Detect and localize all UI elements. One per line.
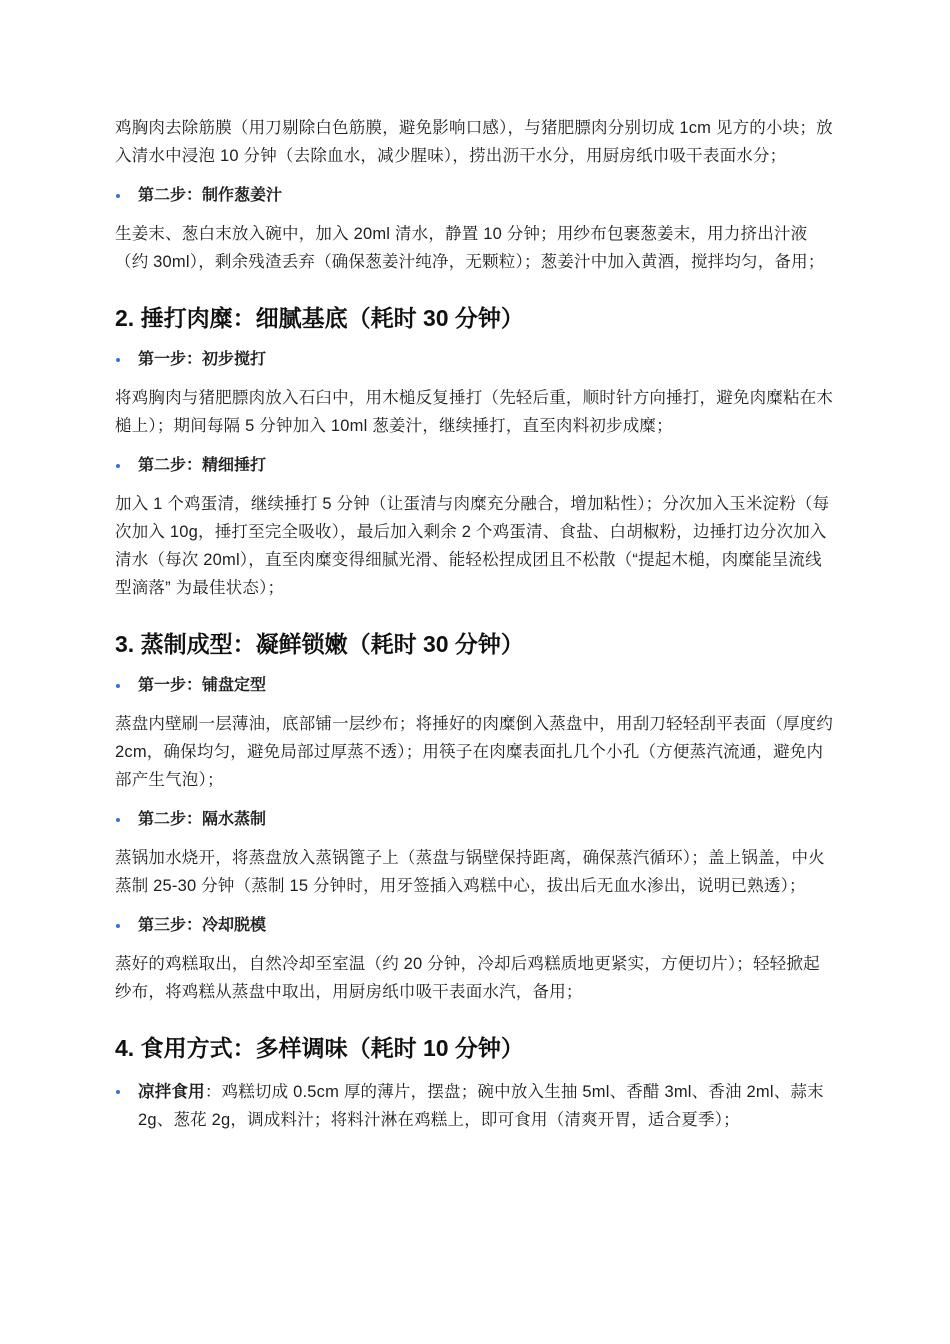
list-item-text: ：鸡糕切成 0.5cm 厚的薄片，摆盘；碗中放入生抽 5ml、香醋 3ml、香油 2ml、蒜末 2g、葱花 2g，调成料汁；将料汁淋在鸡糕上，即可食用（清爽开胃，适合夏季）； bbox=[138, 1083, 824, 1129]
section-title: 4. 食用方式：多样调味（耗时 10 分钟） bbox=[115, 1035, 524, 1061]
step-paragraph: 蒸锅加水烧开，将蒸盘放入蒸锅篦子上（蒸盘与锅壁保持距离，确保蒸汽循环）；盖上锅盖，中火蒸制 25-30 分钟（蒸制 15 分钟时，用牙签插入鸡糕中心，拔出后无血水渗出，说明已熟透）； bbox=[115, 849, 825, 895]
section-title: 2. 捶打肉糜：细腻基底（耗时 30 分钟） bbox=[115, 305, 524, 331]
step-paragraph: 加入 1 个鸡蛋清，继续捶打 5 分钟（让蛋清与肉糜充分融合，增加粘性）；分次加入玉米淀粉（每次加入 10g，捶打至完全吸收），最后加入剩余 2 个鸡蛋清、食盐、白胡椒粉，边捶打边分次加入清水（每次 20ml），直至肉糜变得细腻光滑、能轻松捏成团且不松散（“提起木槌，肉糜能呈流线型滴落” 为最佳状态）； bbox=[115, 495, 830, 597]
step-title: 第二步：隔水蒸制 bbox=[138, 811, 267, 828]
section-title: 3. 蒸制成型：凝鲜锁嫩（耗时 30 分钟） bbox=[115, 631, 524, 657]
intro-paragraph: 鸡胸肉去除筋膜（用刀剔除白色筋膜，避免影响口感），与猪肥膘肉分别切成 1cm 见方的小块；放入清水中浸泡 10 分钟（去除血水，减少腥味），捞出沥干水分，用厨房纸巾吸干表面水分； bbox=[115, 119, 833, 165]
step-paragraph: 生姜末、葱白末放入碗中，加入 20ml 清水，静置 10 分钟；用纱布包裹葱姜末，用力挤出汁液（约 30ml），剩余残渣丢弃（确保葱姜汁纯净，无颗粒）；葱姜汁中加入黄酒，搅拌均匀，备用； bbox=[115, 225, 825, 271]
step-heading bbox=[115, 808, 835, 832]
step-title: 第二步：精细捶打 bbox=[138, 457, 267, 474]
bullet-icon bbox=[116, 358, 120, 362]
step-heading bbox=[115, 454, 835, 478]
bullet-icon bbox=[116, 818, 120, 822]
bullet-icon bbox=[116, 924, 120, 928]
list-item bbox=[115, 1078, 835, 1134]
step-paragraph: 将鸡胸肉与猪肥膘肉放入石臼中，用木槌反复捶打（先轻后重，顺时针方向捶打，避免肉糜粘在木槌上）；期间每隔 5 分钟加入 10ml 葱姜汁，继续捶打，直至肉料初步成糜； bbox=[115, 389, 834, 435]
step-heading bbox=[115, 914, 835, 938]
list-item-label: 凉拌食用 bbox=[138, 1083, 205, 1101]
bullet-icon bbox=[116, 684, 120, 688]
step-title: 第一步：初步搅打 bbox=[138, 351, 267, 368]
step-title: 第二步：制作葱姜汁 bbox=[138, 187, 283, 204]
bullet-icon bbox=[116, 194, 120, 198]
bullet-icon bbox=[116, 464, 120, 468]
step-title: 第三步：冷却脱模 bbox=[138, 917, 267, 934]
step-title: 第一步：铺盘定型 bbox=[138, 677, 267, 694]
step-heading bbox=[115, 184, 835, 208]
step-heading bbox=[115, 348, 835, 372]
step-heading bbox=[115, 674, 835, 698]
bullet-icon bbox=[116, 1090, 120, 1094]
step-paragraph: 蒸盘内壁刷一层薄油，底部铺一层纱布；将捶好的肉糜倒入蒸盘中，用刮刀轻轻刮平表面（厚度约 2cm，确保均匀，避免局部过厚蒸不透）；用筷子在肉糜表面扎几个小孔（方便蒸汽流通，避免内部产生气泡）； bbox=[115, 715, 834, 789]
step-paragraph: 蒸好的鸡糕取出，自然冷却至室温（约 20 分钟，冷却后鸡糕质地更紧实，方便切片）；轻轻掀起纱布，将鸡糕从蒸盘中取出，用厨房纸巾吸干表面水汽，备用； bbox=[115, 955, 820, 1001]
